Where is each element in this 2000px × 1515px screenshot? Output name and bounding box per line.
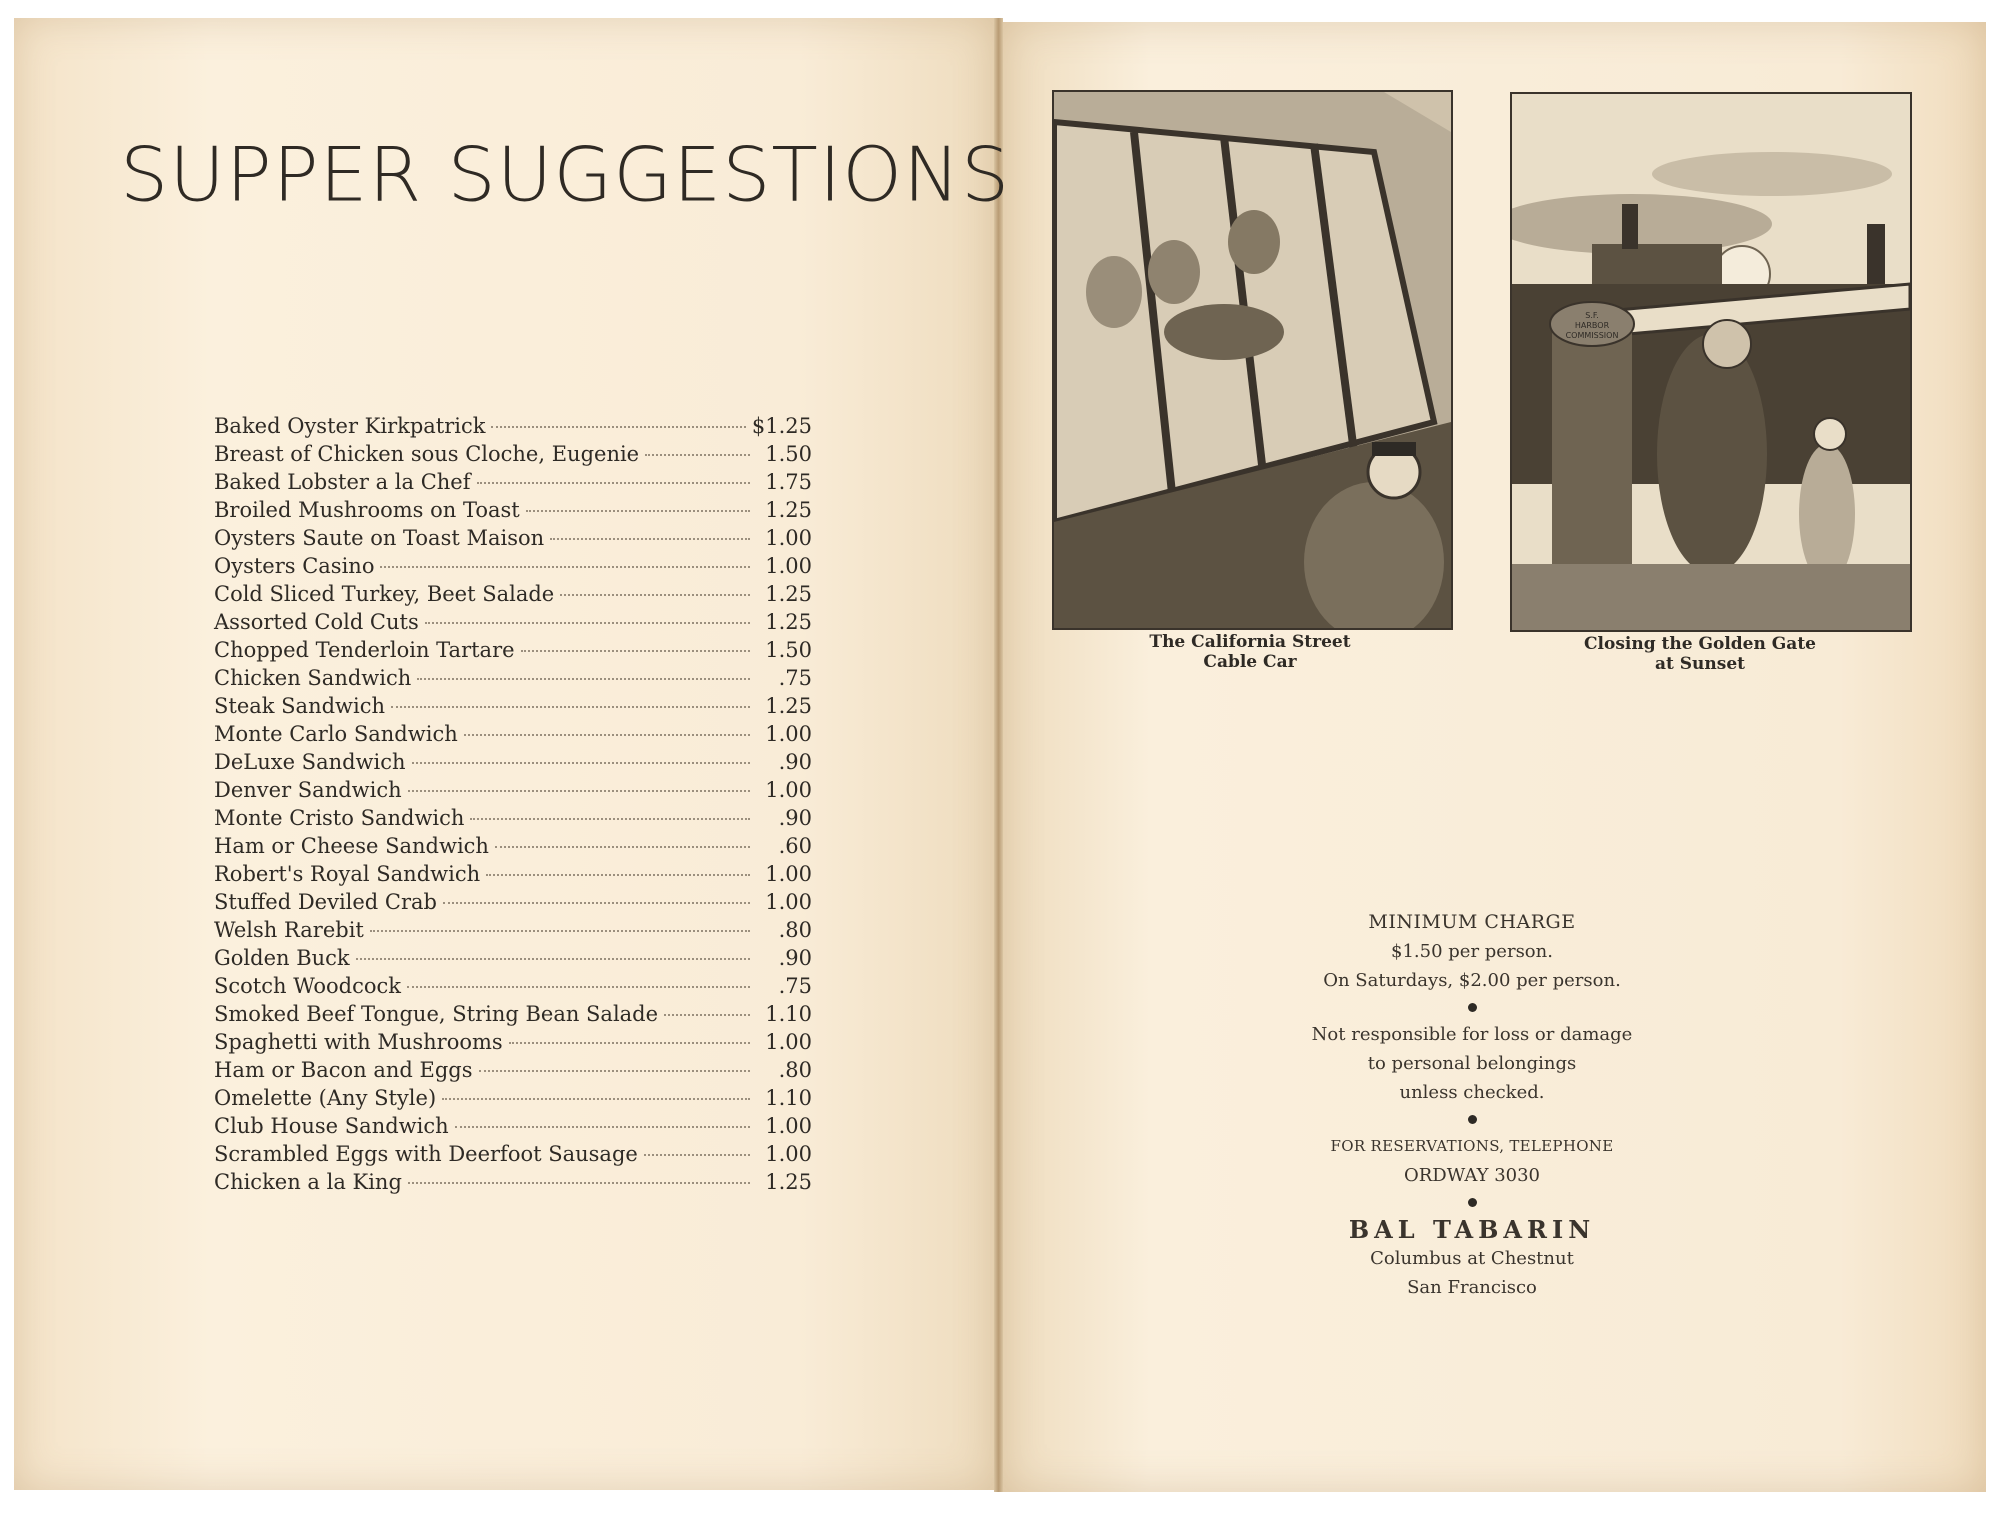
dot-leader: [486, 874, 750, 876]
menu-item-price: 1.00: [765, 1030, 812, 1054]
menu-item: [214, 582, 812, 610]
menu-item-price: 1.00: [765, 778, 812, 802]
menu-item: [214, 1058, 812, 1086]
menu-item-name: Breast of Chicken sous Cloche, Eugenie: [214, 442, 640, 466]
menu-item-name: Golden Buck: [214, 946, 350, 970]
dot-leader: [391, 706, 750, 708]
menu-item-name: Spaghetti with Mushrooms: [214, 1030, 503, 1054]
menu-item: [214, 414, 812, 442]
menu-item: [214, 1170, 812, 1198]
dot-leader: [664, 1014, 750, 1016]
dot-leader: [408, 790, 750, 792]
restaurant-info: [1272, 908, 1672, 1302]
golden-gate-caption: [1520, 634, 1880, 674]
dot-leader: [412, 762, 750, 764]
dot-leader: [407, 986, 750, 988]
menu-item-name: Scotch Woodcock: [214, 974, 401, 998]
cable-car-illustration: [1052, 90, 1453, 630]
menu-item-price: 1.25: [765, 582, 812, 606]
dot-leader: [644, 1154, 750, 1156]
menu-item-name: Ham or Bacon and Eggs: [214, 1058, 473, 1082]
menu-item-price: 1.25: [765, 610, 812, 634]
bullet-divider: [1468, 1003, 1477, 1012]
menu-item: [214, 526, 812, 554]
menu-item-price: 1.00: [765, 722, 812, 746]
dot-leader: [443, 902, 750, 904]
center-fold: [994, 18, 1003, 1492]
phone-number: ORDWAY 3030: [1403, 1165, 1541, 1186]
menu-item-name: Club House Sandwich: [214, 1114, 449, 1138]
menu-item-name: Broiled Mushrooms on Toast: [214, 498, 520, 522]
caption-line: Closing the Golden Gate: [1584, 634, 1816, 654]
dot-leader: [521, 650, 750, 652]
per-person-charge: $1.50 per person.: [1391, 941, 1553, 962]
reservations-label: FOR RESERVATIONS, TELEPHONE: [1330, 1137, 1614, 1155]
dot-leader: [464, 734, 750, 736]
menu-item-name: Monte Cristo Sandwich: [214, 806, 465, 830]
dot-leader: [479, 1070, 751, 1072]
menu-item: [214, 834, 812, 862]
menu-item-price: 1.00: [765, 862, 812, 886]
menu-item: [214, 1114, 812, 1142]
dot-leader: [470, 818, 750, 820]
menu-item: [214, 666, 812, 694]
dot-leader: [477, 482, 750, 484]
menu-item: [214, 974, 812, 1002]
sign-text: COMMISSION: [1565, 331, 1619, 340]
menu-item-price: .60: [778, 834, 812, 858]
menu-item-name: Chicken Sandwich: [214, 666, 412, 690]
sign-text: HARBOR: [1574, 321, 1610, 330]
bullet-divider: [1468, 1115, 1477, 1124]
menu-item-price: $1.25: [751, 414, 812, 438]
dot-leader: [491, 426, 745, 428]
sign-text: S.F.: [1585, 311, 1599, 320]
menu-item-name: Welsh Rarebit: [214, 918, 364, 942]
menu-item-name: Baked Lobster a la Chef: [214, 470, 471, 494]
menu-item-price: .90: [778, 806, 812, 830]
menu-item-name: Denver Sandwich: [214, 778, 402, 802]
dot-leader: [425, 622, 750, 624]
menu-item: [214, 442, 812, 470]
disclaimer-line: Not responsible for loss or damage: [1311, 1024, 1633, 1045]
menu-item: [214, 1002, 812, 1030]
bullet-divider: [1468, 1198, 1477, 1207]
address-line: San Francisco: [1407, 1277, 1537, 1298]
minimum-charge-heading: MINIMUM CHARGE: [1368, 911, 1576, 933]
menu-item: [214, 554, 812, 582]
menu-item-name: Chopped Tenderloin Tartare: [214, 638, 515, 662]
menu-item-price: .80: [778, 1058, 812, 1082]
disclaimer-line: to personal belongings: [1367, 1053, 1577, 1074]
menu-item: [214, 1030, 812, 1058]
menu-item-name: Assorted Cold Cuts: [214, 610, 419, 634]
dot-leader: [645, 454, 750, 456]
menu-item-price: 1.50: [765, 638, 812, 662]
dot-leader: [526, 510, 750, 512]
menu-item-price: 1.75: [765, 470, 812, 494]
dot-leader: [370, 930, 750, 932]
dot-leader: [455, 1126, 750, 1128]
menu-item-price: 1.00: [765, 526, 812, 550]
address-line: Columbus at Chestnut: [1370, 1248, 1574, 1269]
menu-item: [214, 918, 812, 946]
menu-item: [214, 1086, 812, 1114]
menu-item-price: 1.00: [765, 554, 812, 578]
menu-item-price: 1.10: [765, 1002, 812, 1026]
menu-item-price: 1.50: [765, 442, 812, 466]
menu-item-name: Cold Sliced Turkey, Beet Salade: [214, 582, 555, 606]
dot-leader: [550, 538, 750, 540]
menu-item: [214, 638, 812, 666]
dot-leader: [408, 1182, 750, 1184]
menu-item: [214, 610, 812, 638]
golden-gate-illustration: [1510, 92, 1912, 632]
menu-item: [214, 778, 812, 806]
dot-leader: [509, 1042, 750, 1044]
caption-line: The California Street: [1149, 632, 1351, 652]
menu-item-name: Robert's Royal Sandwich: [214, 862, 481, 886]
saturday-charge: On Saturdays, $2.00 per person.: [1323, 970, 1621, 991]
menu-item: [214, 470, 812, 498]
menu-item-price: 1.00: [765, 1142, 812, 1166]
menu-item-name: Omelette (Any Style): [214, 1086, 437, 1110]
establishment-name: BAL TABARIN: [1348, 1215, 1596, 1244]
menu-item: [214, 694, 812, 722]
menu-item: [214, 862, 812, 890]
dot-leader: [356, 958, 750, 960]
dot-leader: [380, 566, 750, 568]
menu-item-name: Oysters Casino: [214, 554, 375, 578]
menu-item-name: Steak Sandwich: [214, 694, 386, 718]
caption-line: at Sunset: [1654, 654, 1746, 674]
menu-item-price: 1.10: [765, 1086, 812, 1110]
disclaimer-line: unless checked.: [1399, 1082, 1545, 1103]
menu-item: [214, 890, 812, 918]
menu-item-name: Scrambled Eggs with Deerfoot Sausage: [214, 1142, 638, 1166]
menu-item-price: .90: [778, 750, 812, 774]
page-title: SUPPER SUGGESTIONS: [120, 130, 1011, 219]
menu-item-price: 1.00: [765, 890, 812, 914]
menu-item-name: Ham or Cheese Sandwich: [214, 834, 489, 858]
menu-item-name: DeLuxe Sandwich: [214, 750, 406, 774]
menu-item-price: 1.25: [765, 694, 812, 718]
dot-leader: [417, 678, 750, 680]
menu-item-name: Chicken a la King: [214, 1170, 402, 1194]
dot-leader: [495, 846, 750, 848]
menu-item-price: 1.00: [765, 1114, 812, 1138]
menu-item: [214, 946, 812, 974]
menu-item: [214, 498, 812, 526]
menu-list: [214, 414, 812, 1198]
menu-item-price: 1.25: [765, 1170, 812, 1194]
menu-item-price: .90: [778, 946, 812, 970]
menu-item-name: Oysters Saute on Toast Maison: [214, 526, 545, 550]
menu-item-price: .75: [778, 666, 812, 690]
dot-leader: [442, 1098, 750, 1100]
menu-item: [214, 722, 812, 750]
menu-item: [214, 1142, 812, 1170]
menu-item-name: Baked Oyster Kirkpatrick: [214, 414, 486, 438]
menu-item-name: Smoked Beef Tongue, String Bean Salade: [214, 1002, 659, 1026]
dot-leader: [560, 594, 750, 596]
caption-line: Cable Car: [1203, 652, 1297, 672]
menu-item-name: Stuffed Deviled Crab: [214, 890, 437, 914]
menu-item: [214, 750, 812, 778]
menu-item-price: 1.25: [765, 498, 812, 522]
cable-car-caption: [1070, 632, 1430, 672]
menu-item: [214, 806, 812, 834]
menu-item-name: Monte Carlo Sandwich: [214, 722, 458, 746]
menu-item-price: .80: [778, 918, 812, 942]
menu-item-price: .75: [778, 974, 812, 998]
